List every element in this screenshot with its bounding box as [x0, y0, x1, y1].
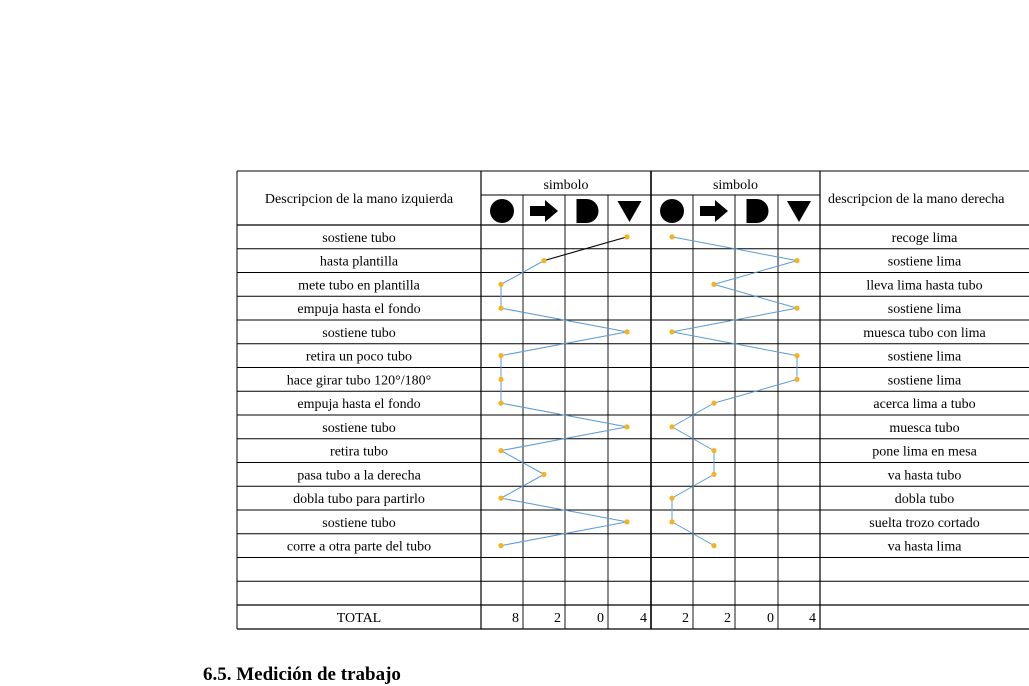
left-hand-path-marker [624, 234, 629, 239]
left-hand-path-marker [541, 258, 546, 263]
delay-icon [747, 199, 769, 223]
right-hand-step: sostiene lima [887, 302, 962, 318]
left-hand-path-marker [498, 282, 503, 287]
right-hand-path-marker [669, 424, 674, 429]
transport-arrow-icon [530, 200, 558, 222]
left-hand-path-marker [498, 448, 503, 453]
right-hand-step: dobla tubo [894, 492, 955, 508]
right-hand-step: recoge lima [891, 230, 958, 246]
delay-icon [577, 199, 599, 223]
left-hand-step: sostiene tubo [322, 230, 396, 246]
right-total-value: 4 [809, 611, 816, 626]
left-total-value: 0 [597, 611, 604, 626]
right-hand-step: va hasta tubo [887, 468, 962, 484]
operation-circle-icon [660, 199, 684, 223]
left-hand-step: sostiene tubo [322, 325, 396, 341]
left-hand-path-marker [624, 519, 629, 524]
left-hand-step: pasa tubo a la derecha [297, 468, 421, 484]
storage-triangle-icon [618, 201, 642, 222]
left-hand-path-marker [498, 496, 503, 501]
right-hand-step: sostiene lima [887, 373, 962, 389]
left-total-value: 2 [554, 611, 561, 626]
right-hand-step: lleva lima hasta tubo [866, 278, 983, 294]
left-hand-path-marker [541, 472, 546, 477]
right-hand-path-marker [669, 234, 674, 239]
right-hand-path-marker [669, 496, 674, 501]
right-total-value: 2 [682, 611, 689, 626]
left-hand-path-marker [498, 353, 503, 358]
right-hand-path-marker [794, 353, 799, 358]
right-hand-path-marker [711, 448, 716, 453]
transport-arrow-icon [700, 200, 728, 222]
left-symbol-header: simbolo [543, 178, 589, 193]
right-hand-path-marker [711, 472, 716, 477]
left-hand-step: retira un poco tubo [305, 349, 413, 365]
left-hand-step: retira tubo [330, 444, 388, 460]
left-hand-step: mete tubo en plantilla [298, 278, 420, 294]
left-hand-step: hace girar tubo 120°/180° [286, 373, 432, 389]
left-hand-step: empuja hasta el fondo [297, 397, 421, 413]
right-hand-step: sostiene lima [887, 349, 962, 365]
total-label: TOTAL [336, 611, 382, 626]
right-hand-step: acerca lima a tubo [873, 397, 976, 413]
left-hand-path-marker [498, 401, 503, 406]
right-symbol-header: simbolo [712, 178, 759, 193]
right-hand-path-marker [669, 329, 674, 334]
right-hand-path-marker [711, 282, 716, 287]
left-hand-header: Descripcion de la mano izquierda [264, 192, 454, 207]
right-hand-path-marker [794, 306, 799, 311]
storage-triangle-icon [787, 201, 811, 222]
right-hand-step: va hasta lima [887, 539, 962, 555]
left-hand-path-marker [624, 329, 629, 334]
right-hand-path-marker [711, 543, 716, 548]
right-hand-header: descripcion de la mano derecha [828, 192, 1005, 207]
right-total-value: 2 [724, 611, 731, 626]
right-hand-path-marker [794, 258, 799, 263]
operation-circle-icon [490, 199, 514, 223]
left-hand-step: hasta plantilla [319, 254, 399, 270]
right-hand-step: suelta trozo cortado [869, 515, 980, 531]
left-hand-step: empuja hasta el fondo [297, 302, 421, 318]
right-hand-step: muesca tubo con lima [863, 325, 986, 341]
right-hand-step: muesca tubo [889, 420, 960, 436]
right-hand-step: sostiene lima [887, 254, 962, 270]
left-hand-path-marker [498, 377, 503, 382]
left-hand-path-marker [498, 543, 503, 548]
right-hand-path-marker [711, 401, 716, 406]
left-total-value: 8 [512, 611, 519, 626]
right-hand-path-marker [669, 519, 674, 524]
left-hand-step: dobla tubo para partirlo [293, 492, 425, 508]
right-hand-path-marker [794, 377, 799, 382]
section-heading: 6.5. Medición de trabajo [203, 664, 401, 685]
left-hand-path-marker [624, 424, 629, 429]
left-hand-step: corre a otra parte del tubo [286, 539, 432, 555]
right-total-value: 0 [767, 611, 774, 626]
left-hand-step: sostiene tubo [322, 420, 396, 436]
left-hand-step: sostiene tubo [322, 515, 396, 531]
right-hand-step: pone lima en mesa [872, 444, 977, 460]
left-hand-path-marker [498, 306, 503, 311]
left-total-value: 4 [640, 611, 647, 626]
